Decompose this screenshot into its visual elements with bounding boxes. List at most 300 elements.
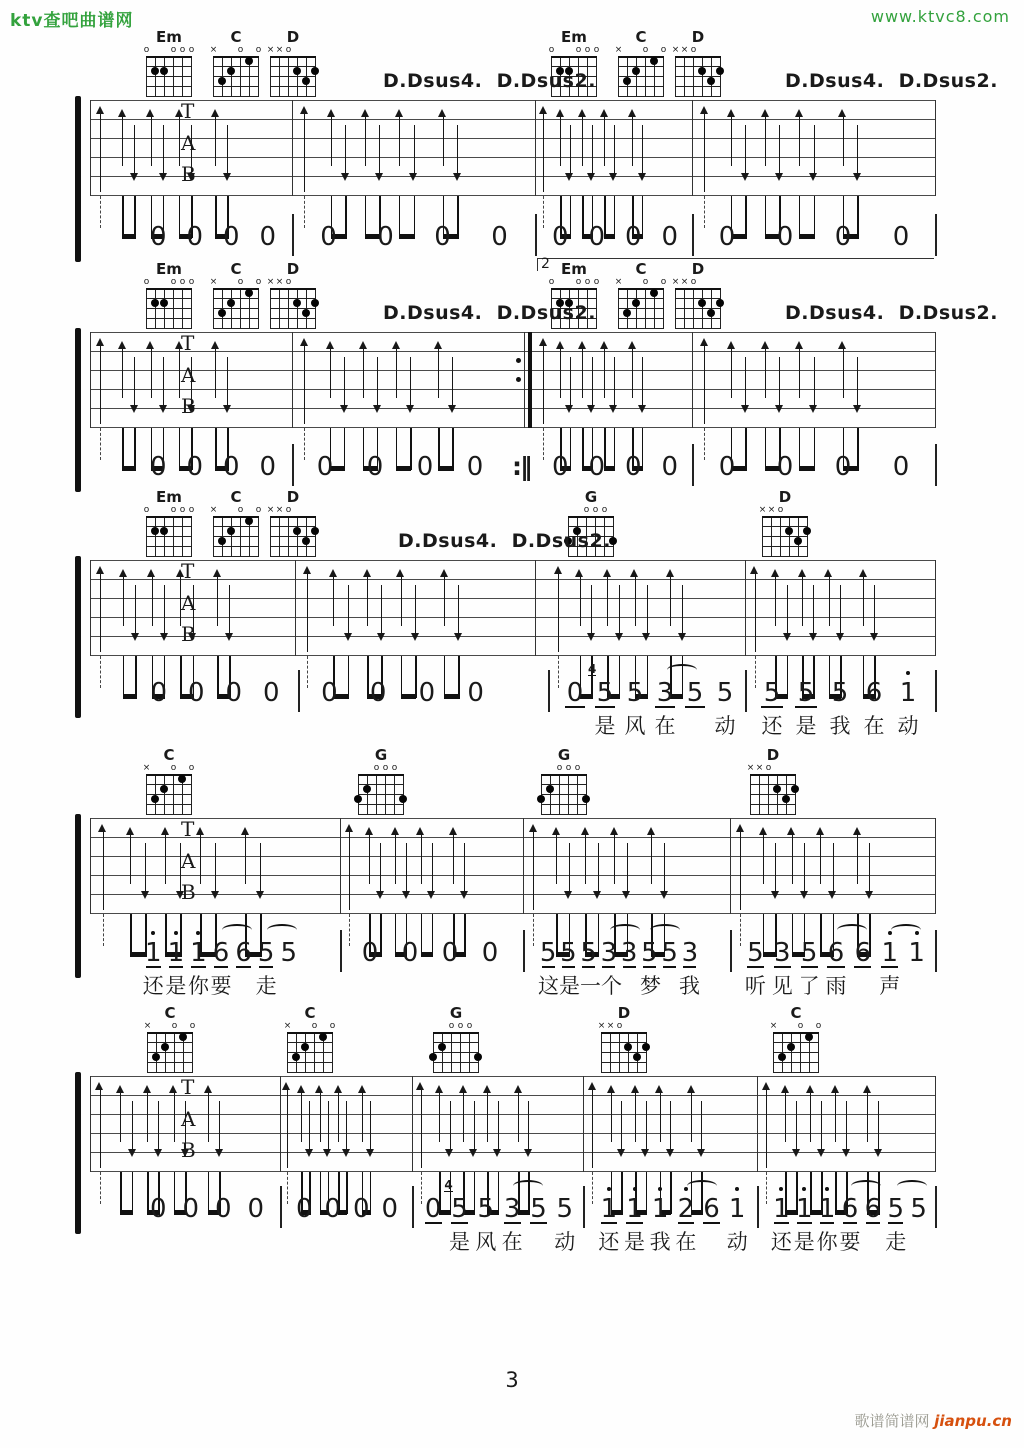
jianpu-note: 6 [823, 938, 850, 968]
fret-line [146, 784, 192, 785]
stem-dashed [100, 196, 101, 228]
jianpu-note: 1 [187, 938, 210, 968]
jianpu-note: 1 [816, 1194, 839, 1224]
string-marker-open: o [179, 45, 186, 55]
jianpu-note: 0 [420, 1194, 446, 1224]
string-marker-mute: × [275, 45, 284, 55]
string-marker-mute: × [142, 763, 151, 773]
dsus-chord-label: D.Dsus4. D.Dsus2. [785, 302, 998, 324]
system-brace [75, 96, 81, 262]
strum-up-arrow [401, 573, 402, 626]
strum-up-arrow [100, 570, 101, 652]
fret-line [433, 1052, 479, 1053]
chord-name: G [557, 746, 571, 764]
fret-line [146, 76, 192, 77]
strum-down-arrow [570, 357, 571, 409]
strum-down-arrow [191, 357, 192, 409]
string-marker-open: o [285, 277, 292, 287]
fret-line [675, 328, 721, 329]
jianpu-note: 6 [849, 938, 876, 968]
strum-up-arrow [349, 828, 350, 910]
strum-up-arrow [843, 345, 844, 398]
strum-down-arrow [745, 125, 746, 177]
jianpu-note: 5 4 [446, 1194, 472, 1224]
barline [523, 818, 524, 914]
string-marker-open: o [592, 505, 599, 515]
string-marker-open: o [642, 45, 649, 55]
number-line-barline [692, 444, 694, 486]
fret-line [433, 1032, 479, 1034]
lyric-syllable: 是 [559, 974, 580, 998]
string-marker-open: o [777, 505, 784, 515]
staff-line [90, 818, 935, 819]
string-marker-open: o [188, 763, 195, 773]
strum-up-arrow [755, 570, 756, 652]
fret-line [213, 526, 259, 527]
jianpu-note: 5 [639, 938, 659, 968]
fret-line [358, 794, 404, 795]
eighth-beam [123, 694, 137, 699]
tie-slur [610, 924, 640, 936]
octave-dot [802, 1187, 806, 1191]
staff-line [90, 138, 935, 139]
jianpu-measure [755, 676, 925, 708]
strum-up-arrow [867, 1089, 868, 1142]
fret-line [750, 794, 796, 795]
jianpu-note: 5 [560, 938, 577, 968]
chord-name: C [635, 28, 647, 46]
octave-dot [825, 1187, 829, 1191]
lyric-syllable: 是 [793, 1230, 815, 1254]
lyric-syllable: 你 [816, 1230, 838, 1254]
staff-line [90, 119, 935, 120]
jianpu-note: 5 [831, 678, 849, 708]
jianpu-note: 0 [149, 452, 167, 482]
octave-dot [779, 1187, 783, 1191]
strum-down-arrow [132, 1101, 133, 1153]
lyric-syllable: 是 [594, 714, 616, 738]
finger-dot [698, 67, 706, 75]
fret-line [750, 814, 796, 815]
barline [412, 1076, 413, 1172]
string-marker-open: o [660, 45, 667, 55]
string-marker-open: o [391, 763, 398, 773]
tie-slur [667, 664, 697, 676]
finger-dot [218, 77, 226, 85]
string-marker-open: o [584, 45, 591, 55]
strum-down-arrow [779, 357, 780, 409]
chord-diagram-D [671, 260, 721, 330]
string-marker-open: o [593, 277, 600, 287]
chord-name: Em [156, 28, 182, 46]
lyric-syllable: 是 [165, 974, 187, 998]
beam-stem [122, 428, 124, 470]
finger-dot [803, 527, 811, 535]
strum-up-arrow [556, 831, 557, 884]
strum-up-arrow [835, 1089, 836, 1142]
chord-name: C [635, 260, 647, 278]
fret-line [270, 66, 316, 67]
finger-dot [707, 77, 715, 85]
strum-up-arrow [607, 573, 608, 626]
strum-down-arrow [813, 585, 814, 637]
jianpu-note: 0 [259, 452, 277, 482]
strum-down-arrow [191, 125, 192, 177]
lyric-syllable: 还 [142, 974, 164, 998]
jianpu-note: 0 [321, 678, 338, 708]
jianpu-measure [142, 936, 300, 968]
jianpu-note: 0 [320, 222, 337, 252]
strum-up-arrow [179, 113, 180, 166]
tab-letter: B [181, 880, 196, 904]
beam-stem [120, 1172, 122, 1214]
strum-up-arrow [331, 113, 332, 166]
finger-dot [399, 795, 407, 803]
strum-up-arrow [165, 831, 166, 884]
string-marker-open: o [237, 505, 244, 515]
strum-down-arrow [377, 357, 378, 409]
strum-down-arrow [260, 843, 261, 895]
number-line-barline [280, 1186, 282, 1228]
strum-up-arrow [421, 1086, 422, 1168]
string-marker-open: o [170, 45, 177, 55]
strum-down-arrow [380, 843, 381, 895]
fret-line [213, 328, 259, 329]
chord-diagram-C [769, 1004, 822, 1074]
fret-line [762, 516, 808, 518]
system-end-barline [935, 1076, 936, 1172]
string-marker-open: o [170, 505, 177, 515]
jianpu-note: 5 [525, 1194, 551, 1224]
jianpu-note: 1 [793, 1194, 816, 1224]
fret-line [270, 76, 316, 77]
chord-diagram-D [758, 488, 808, 558]
fret-line [618, 298, 664, 299]
strum-down-arrow [379, 125, 380, 177]
fret-line [675, 288, 721, 290]
lyric-syllable: 这 [538, 974, 559, 998]
jianpu-note: 0 [551, 222, 569, 252]
fret-line [270, 546, 316, 547]
jianpu-note: 0 [366, 452, 384, 482]
jianpu-note: 0 [214, 1194, 232, 1224]
page-number: 3 [505, 1368, 519, 1392]
strum-down-arrow [134, 125, 135, 177]
strum-up-arrow [792, 831, 793, 884]
lyric-syllable: 在 [654, 714, 676, 738]
strum-down-arrow [498, 1101, 499, 1153]
string-marker-open: o [170, 277, 177, 287]
fret-line [270, 556, 316, 557]
fret-line [358, 814, 404, 815]
fret-line [750, 804, 796, 805]
lyric-syllable: 动 [726, 1230, 748, 1254]
chord-name: C [790, 1004, 802, 1022]
tie-slur [222, 924, 252, 936]
jianpu-note: 2 [673, 1194, 699, 1224]
fret-line [270, 536, 316, 537]
string-marker-mute: × [767, 505, 776, 515]
tab-letter: T [181, 331, 195, 355]
chord-name: Em [561, 260, 587, 278]
tab-letter: B [181, 1138, 196, 1162]
finger-dot [363, 785, 371, 793]
jianpu-measure [300, 450, 500, 482]
finger-dot [152, 1053, 160, 1061]
jianpu-note: 1 [903, 938, 930, 968]
chord-diagram-D [266, 28, 316, 98]
finger-dot [227, 527, 235, 535]
strum-up-arrow [799, 345, 800, 398]
lyric-measure [770, 1230, 930, 1256]
strum-up-arrow [439, 1089, 440, 1142]
finger-dot [227, 67, 235, 75]
chord-diagram-Em [143, 488, 195, 558]
fret-line [147, 1062, 193, 1063]
chord-name: D [286, 488, 300, 506]
number-line-barline [730, 930, 732, 972]
strum-up-arrow [604, 113, 605, 166]
jianpu-note: 5 [556, 1194, 574, 1224]
jianpu-note: 0 [588, 222, 606, 252]
finger-dot [633, 1053, 641, 1061]
barline [745, 560, 746, 656]
strum-up-arrow [518, 1089, 519, 1142]
fret-line [541, 774, 587, 776]
stem-dashed [558, 656, 559, 688]
strum-up-arrow [363, 345, 364, 398]
string-marker-open: o [556, 763, 563, 773]
strum-down-arrow [370, 1101, 371, 1153]
lyric-syllable: 了 [798, 974, 820, 998]
finger-dot [778, 1053, 786, 1061]
strum-down-arrow [450, 1101, 451, 1153]
strum-up-arrow [560, 345, 561, 398]
strum-down-arrow [664, 843, 665, 895]
jianpu-note: 0 [892, 222, 910, 252]
finger-dot [227, 299, 235, 307]
fret-line [618, 86, 664, 87]
staff-line [90, 370, 935, 371]
strum-down-arrow [869, 843, 870, 895]
strum-down-arrow [814, 125, 815, 177]
strum-down-arrow [180, 843, 181, 895]
string-marker-open: o [179, 505, 186, 515]
jianpu-measure [140, 220, 286, 252]
strum-down-arrow [821, 1101, 822, 1153]
lyric-syllable: 动 [554, 1230, 576, 1254]
strum-down-arrow [309, 1101, 310, 1153]
string-marker-open: o [189, 1021, 196, 1031]
fret-line [270, 516, 316, 518]
strum-down-arrow [227, 125, 228, 177]
eighth-beam [122, 234, 136, 239]
lyric-syllable: 雨 [825, 974, 847, 998]
fret-line [213, 556, 259, 557]
string-marker-open: o [143, 45, 150, 55]
string-marker-mute: × [209, 45, 218, 55]
tab-letter: A [181, 363, 196, 387]
finger-dot [782, 795, 790, 803]
number-line-barline [935, 930, 937, 972]
string-marker-mute: × [266, 277, 275, 287]
jianpu-note: 5 [661, 938, 678, 968]
jianpu-note: 6 [839, 1194, 862, 1224]
strum-up-arrow [632, 345, 633, 398]
strum-up-arrow [369, 831, 370, 884]
jianpu-note: 5 [580, 938, 597, 968]
tab-letter: A [181, 131, 196, 155]
chord-name: C [163, 746, 175, 764]
jianpu-measure [542, 220, 688, 252]
finger-dot [716, 299, 724, 307]
fret-line [601, 1072, 647, 1073]
watermark-top-right: www.ktvc8.com [870, 7, 1010, 26]
chord-name: D [691, 260, 705, 278]
chord-diagram-D [671, 28, 721, 98]
staff-line [90, 157, 935, 158]
lyric-syllable: 梦 [640, 974, 661, 998]
strum-down-arrow [682, 585, 683, 637]
string-marker-mute: × [275, 277, 284, 287]
jianpu-note: 0 [481, 938, 499, 968]
jianpu-note: 1 [770, 1194, 793, 1224]
strum-down-arrow [158, 1101, 159, 1153]
jianpu-note: 0 [551, 452, 569, 482]
finger-dot [794, 537, 802, 545]
strum-down-arrow [642, 125, 643, 177]
jianpu-measure [770, 1192, 930, 1224]
finger-dot [642, 1043, 650, 1051]
fret-line [213, 298, 259, 299]
fret-line [541, 814, 587, 815]
lyric-syllable: 在 [863, 714, 885, 738]
string-marker-open: o [255, 505, 262, 515]
strum-down-arrow [787, 585, 788, 637]
strum-down-arrow [346, 1101, 347, 1153]
jianpu-note: 3 [620, 938, 638, 968]
finger-dot [161, 1043, 169, 1051]
tab-letter: A [181, 849, 196, 873]
jianpu-note: 0 [150, 678, 168, 708]
fret-line [551, 288, 597, 290]
strum-down-arrow [193, 585, 194, 637]
system-start-barline [90, 100, 91, 196]
lyric-syllable: 在 [501, 1230, 523, 1254]
jianpu-measure [742, 936, 930, 968]
barline [280, 1076, 281, 1172]
jianpu-measure [698, 450, 930, 482]
jianpu-note: 5 [626, 678, 644, 708]
system-end-barline [935, 818, 936, 914]
staff-line [90, 195, 935, 196]
fret-line [618, 318, 664, 319]
string-marker-mute: × [209, 277, 218, 287]
string-marker-open: o [373, 763, 380, 773]
finger-dot [319, 1033, 327, 1041]
lyric-syllable: 动 [897, 714, 919, 738]
jianpu-note: 0 [467, 678, 484, 708]
barline [757, 1076, 758, 1172]
string-marker-open: o [237, 45, 244, 55]
fret-line [358, 774, 404, 776]
fret-line [146, 328, 192, 329]
jianpu-note: 5 [716, 678, 734, 708]
strum-up-arrow [660, 1089, 661, 1142]
fret-line [270, 56, 316, 58]
strum-down-arrow [775, 843, 776, 895]
strum-down-arrow [833, 843, 834, 895]
staff-line [90, 913, 935, 914]
strum-down-arrow [410, 357, 411, 409]
jianpu-note: 0 [418, 678, 436, 708]
lyric-measure [538, 974, 700, 1000]
strum-up-arrow [333, 573, 334, 626]
strum-up-arrow [543, 342, 544, 424]
lyric-syllable: 动 [714, 714, 736, 738]
fret-line [551, 328, 597, 329]
number-line-barline [935, 1186, 937, 1228]
strum-down-arrow [414, 125, 415, 177]
strum-up-arrow [731, 113, 732, 166]
strum-up-arrow [301, 1089, 302, 1142]
fret-line [270, 298, 316, 299]
number-line-barline [548, 670, 550, 712]
fret-line [270, 288, 316, 290]
grace-note: 4 [444, 1178, 453, 1192]
strum-up-arrow [123, 573, 124, 626]
strum-down-arrow [857, 125, 858, 177]
system-start-barline [90, 818, 91, 914]
string-marker-open: o [171, 1021, 178, 1031]
string-marker-mute: × [755, 763, 764, 773]
chord-diagram-C [143, 1004, 196, 1074]
strum-up-arrow [580, 573, 581, 626]
jianpu-note: 0 [222, 452, 240, 482]
strum-up-arrow [585, 831, 586, 884]
fret-line [213, 66, 259, 67]
strum-up-arrow [338, 1089, 339, 1142]
fret-line [762, 536, 808, 537]
number-line-barline [340, 930, 342, 972]
number-line-barline [298, 670, 300, 712]
strum-up-arrow [217, 573, 218, 626]
repeat-thick-barline [528, 332, 532, 428]
fret-line [270, 308, 316, 309]
finger-dot [218, 309, 226, 317]
strum-down-arrow [134, 357, 135, 409]
strum-up-arrow [820, 831, 821, 884]
jianpu-measure [300, 220, 528, 252]
finger-dot [805, 1033, 813, 1041]
fret-line [147, 1042, 193, 1043]
strum-up-arrow [775, 573, 776, 626]
strum-up-arrow [151, 113, 152, 166]
beam-stem [132, 1172, 134, 1214]
lyric-syllable: 走 [885, 1230, 907, 1254]
staff-line [90, 332, 935, 333]
lyric-syllable: 是 [795, 714, 817, 738]
octave-dot [735, 1187, 739, 1191]
octave-dot [915, 931, 919, 935]
string-marker-open: o [642, 277, 649, 287]
strum-down-arrow [328, 1101, 329, 1153]
strum-down-arrow [348, 585, 349, 637]
tab-letter: B [181, 622, 196, 646]
fret-line [146, 86, 192, 87]
jianpu-note: 0 [247, 1194, 265, 1224]
fret-line [147, 1072, 193, 1073]
